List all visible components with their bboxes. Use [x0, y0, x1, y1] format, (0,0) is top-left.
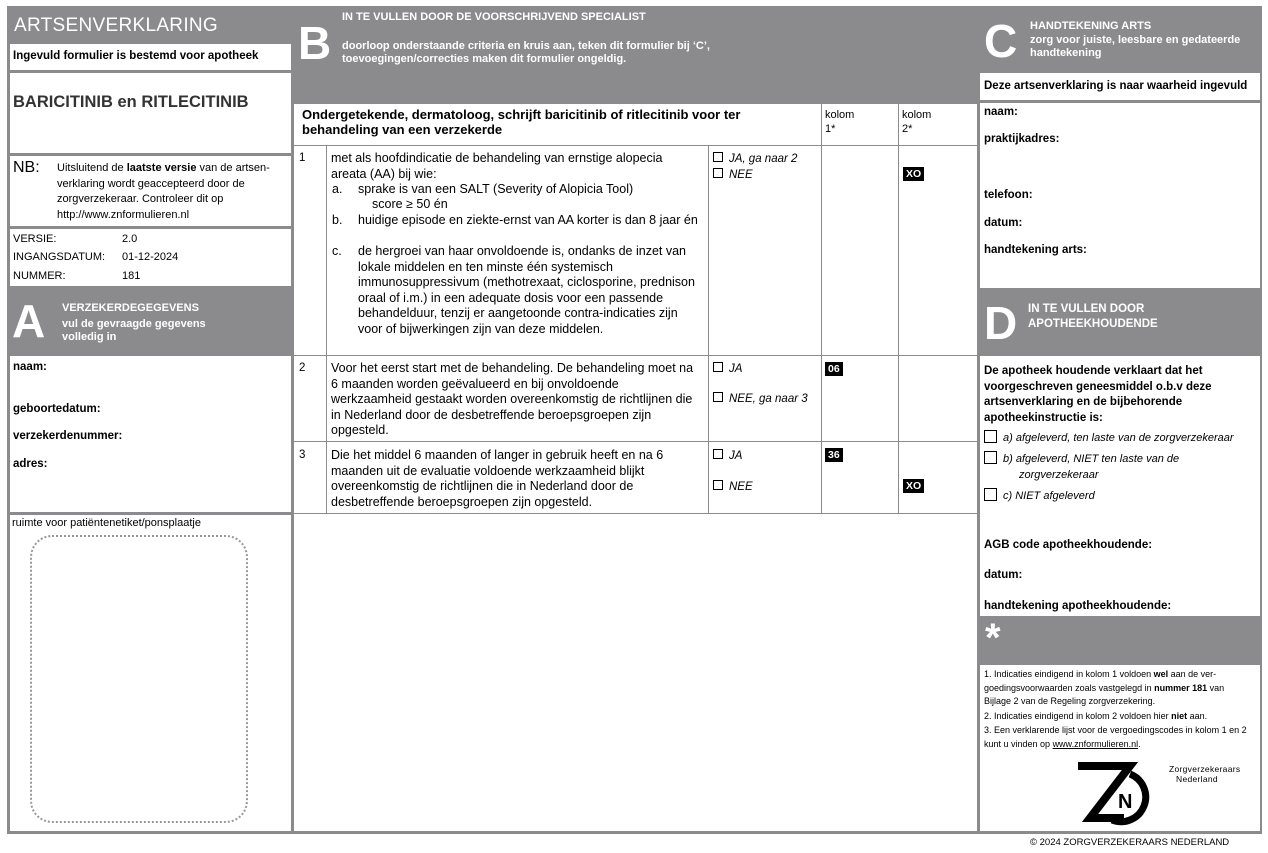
row2-option-nee[interactable]: [713, 392, 808, 405]
checkbox[interactable]: [984, 451, 997, 464]
patient-sticker-area[interactable]: [30, 535, 248, 823]
row3-option-nee[interactable]: [713, 480, 753, 493]
row2-kolom1-code: 06: [825, 362, 843, 376]
versie-label: VERSIE:: [13, 233, 57, 245]
table-line: [294, 355, 977, 356]
ingangsdatum-label: INGANGSDATUM:: [13, 251, 106, 263]
row1-num: 1: [299, 152, 306, 164]
table-header-text: Ondergetekende, dermatoloog, schrijft baricitinib of ritlecitinib voor ter behandeling van een verzekerde: [302, 107, 741, 137]
row1-intro: met als hoofdindicatie de behandeling van ernstige alopecia areata (AA) bij wie:: [331, 151, 663, 181]
row1-a-label: a.: [332, 182, 343, 196]
row1-c-text: de hergroei van haar onvoldoende is, ondanks de inzet van lokale middelen en ten minste één systemisch immunosuppressivum (methotrexaat, ciclosporine, prednison oraal of i.m.) in een adequate dosis voor een passende behandelduur, tenzij er aangetoonde contra-indicaties zijn voor of bijwerkingen zijn van deze middelen.: [358, 244, 695, 336]
table-line: [708, 145, 709, 513]
patient-naam-field[interactable]: naam:: [13, 361, 47, 373]
fn1-pre: 1. Indicaties eindigend in kolom 1 voldoen: [984, 669, 1154, 679]
nb-label: NB:: [13, 159, 40, 176]
nummer-label: NUMMER:: [13, 270, 66, 282]
section-b-title: IN TE VULLEN DOOR DE VOORSCHRIJVEND SPECIALIST: [342, 11, 646, 23]
row1-option-nee-label: NEE: [729, 169, 753, 181]
apotheek-handtekening-field[interactable]: handtekening apotheekhoudende:: [984, 600, 1172, 612]
row2-text: Voor het eerst start met de behandeling. De behandeling moet na 6 maanden worden geëvalueerd en bij onvoldoende werkzaamheid gestaakt worden overeenkomstig de richtlijnen die in Nederland door de desbetreffende beroepsgroepen zijn opgesteld.: [331, 361, 694, 437]
table-line: [294, 145, 977, 146]
section-c-title: HANDTEKENING ARTS: [1030, 20, 1152, 32]
checkbox[interactable]: [713, 152, 723, 162]
d-option-c[interactable]: [984, 488, 1095, 502]
nb-bold: laatste versie: [126, 162, 197, 174]
checkbox[interactable]: [713, 168, 723, 178]
table-line: [294, 513, 1021, 514]
kolom1-header: [825, 108, 854, 136]
kolom2-num: 2*: [902, 123, 913, 135]
row1-a-text2: score ≥ 50 én: [372, 197, 448, 211]
row3-option-ja-label: JA: [729, 450, 743, 462]
arts-datum-field[interactable]: datum:: [984, 217, 1023, 229]
zn-logo: [1072, 760, 1162, 826]
arts-telefoon-field[interactable]: telefoon:: [984, 189, 1033, 201]
row2-num: 2: [299, 362, 306, 374]
checkbox[interactable]: [713, 480, 723, 490]
section-b-letter: B: [298, 17, 332, 69]
fn2-post: aan.: [1187, 711, 1208, 721]
c-statement: Deze artsenverklaring is naar waarheid ingevuld: [984, 80, 1248, 92]
table-line: [898, 104, 899, 513]
fn1-mid: aan de ver-goedingsvoorwaarden zoals vastgelegd in: [984, 669, 1217, 693]
fn3-post: .: [1138, 738, 1141, 749]
patient-verzekerdenummer-field[interactable]: verzekerdenummer:: [13, 430, 123, 442]
patient-label-caption: ruimte voor patiëntenetiket/ponsplaatje: [12, 517, 201, 529]
copyright: © 2024 ZORGVERZEKERAARS NEDERLAND: [1030, 837, 1230, 848]
row2-option-ja-label: JA: [729, 363, 743, 375]
fn3-pre: 3. Een verklarende lijst voor de vergoedingscodes in kolom 1 en 2 kunt u vinden op: [984, 725, 1247, 749]
footnote-1: [984, 668, 1248, 709]
row3-option-ja[interactable]: [713, 449, 742, 462]
section-a-sub2: volledig in: [62, 331, 117, 343]
table-line: [821, 104, 822, 513]
section-d-title1: IN TE VULLEN DOOR: [1028, 303, 1145, 315]
table-line: [294, 441, 977, 442]
kolom2-label: kolom: [902, 109, 932, 121]
row2-option-ja[interactable]: [713, 362, 742, 375]
section-a-title: VERZEKERDEGEGEVENS: [62, 302, 199, 314]
checkbox[interactable]: [984, 488, 997, 501]
agb-code-field[interactable]: AGB code apotheekhoudende:: [984, 539, 1153, 551]
nummer-value: 181: [122, 270, 141, 282]
versie-value: 2.0: [122, 233, 138, 245]
ingangsdatum-value: 01-12-2024: [122, 251, 179, 263]
d-option-c-label: c) NIET afgeleverd: [1003, 490, 1095, 502]
section-b-line2: toevoegingen/correcties maken dit formulier ongeldig.: [342, 53, 627, 65]
patient-geboortedatum-field[interactable]: geboortedatum:: [13, 403, 101, 415]
row2-option-nee-label: NEE, ga naar 3: [729, 393, 808, 405]
fn2-pre: 2. Indicaties eindigend in kolom 2 voldoen hier: [984, 711, 1172, 721]
row3-kolom2-code: XO: [903, 479, 924, 493]
drug-box: [10, 73, 291, 153]
section-d-title2: APOTHEEKHOUDENDE: [1028, 318, 1158, 330]
znformulieren-link[interactable]: www.znformulieren.nl: [1052, 738, 1139, 749]
checkbox[interactable]: [984, 430, 997, 443]
kolom2-header: [902, 108, 931, 136]
checkbox[interactable]: [713, 392, 723, 402]
zn-logo-icon: [1072, 760, 1162, 826]
footnote-3: [984, 724, 1248, 751]
row1-option-ja[interactable]: [713, 152, 797, 165]
kolom1-label: kolom: [825, 109, 855, 121]
drug-name: BARICITINIB en RITLECITINIB: [13, 93, 249, 111]
section-b-line1: doorloop onderstaande criteria en kruis aan, teken dit formulier bij ‘C’,: [342, 40, 710, 52]
row1-option-nee[interactable]: [713, 168, 753, 181]
row1-option-ja-label: JA, ga naar 2: [729, 153, 798, 165]
row1-a-text: sprake is van een SALT (Severity of Alopicia Tool): [358, 182, 634, 196]
d-option-b[interactable]: [984, 451, 1179, 483]
d-option-b-label-cont: zorgverzekeraar: [1019, 469, 1099, 481]
zn-logo-line1: Zorgverzekeraars: [1169, 764, 1241, 774]
row3-num: 3: [299, 449, 306, 461]
d-statement: De apotheek houdende verklaart dat het voorgeschreven geneesmiddel o.b.v deze artsenverklaring en de bijbehorende apotheekinstructie is:: [984, 365, 1212, 424]
section-c-sub1: zorg voor juiste, leesbare en gedateerde: [1030, 34, 1241, 46]
form-subtitle: Ingevuld formulier is bestemd voor apotheek: [13, 50, 259, 62]
d-option-a-label: a) afgeleverd, ten laste van de zorgverzekeraar: [1003, 432, 1234, 444]
row3-text: Die het middel 6 maanden of langer in gebruik heeft en na 6 maanden uit de evaluatie voldoende werkzaamheid blijkt overeenkomstig de richtlijnen die in Nederland door de desbetreffende beroepsgroepen zijn opgesteld.: [331, 448, 664, 509]
arts-praktijkadres-field[interactable]: praktijkadres:: [984, 133, 1060, 145]
arts-naam-field[interactable]: naam:: [984, 106, 1018, 118]
section-c-sub2: handtekening: [1030, 47, 1102, 59]
row1-kolom2-code: XO: [903, 167, 924, 181]
footnote-2: [984, 710, 1248, 724]
row1-c-label: c.: [332, 244, 342, 258]
fn1-post: van Bijlage 2 van de Regeling zorgverzekering.: [984, 682, 1225, 706]
zn-logo-line2: Nederland: [1176, 774, 1218, 784]
section-d-letter: D: [984, 297, 1018, 349]
form-title: ARTSENVERKLARING: [14, 15, 219, 36]
svg-text:N: N: [1118, 791, 1133, 813]
section-a-sub1: vul de gevraagde gegevens: [62, 318, 206, 330]
fn1-bold1: wel: [1153, 669, 1169, 679]
table-line: [326, 145, 327, 513]
patient-adres-field[interactable]: adres:: [13, 458, 48, 470]
fn1-bold2: nummer 181: [1154, 682, 1208, 693]
apotheek-datum-field[interactable]: datum:: [984, 569, 1023, 581]
nb-pre: Uitsluitend de: [57, 162, 127, 174]
nb-post: van de artsen-verklaring wordt geaccepteerd door de zorgverzekeraar. Controleer dit op http://www.znformulieren.nl: [57, 162, 270, 221]
d-option-a[interactable]: [984, 430, 1234, 444]
checkbox[interactable]: [713, 362, 723, 372]
row1-b-label: b.: [332, 213, 343, 227]
row3-kolom1-code: 36: [825, 448, 843, 462]
d-option-b-label: b) afgeleverd, NIET ten laste van de: [1003, 453, 1180, 465]
kolom1-num: 1*: [825, 123, 836, 135]
checkbox[interactable]: [713, 449, 723, 459]
section-c-letter: C: [984, 15, 1018, 67]
arts-handtekening-field[interactable]: handtekening arts:: [984, 244, 1087, 256]
row3-option-nee-label: NEE: [729, 481, 753, 493]
row1-b-text: huidige episode en ziekte-ernst van AA korter is dan 8 jaar én: [358, 213, 698, 227]
nb-text: [57, 161, 287, 223]
section-a-letter: A: [12, 295, 46, 347]
footnote-star: *: [985, 616, 1001, 660]
fn2-bold: niet: [1171, 711, 1188, 721]
